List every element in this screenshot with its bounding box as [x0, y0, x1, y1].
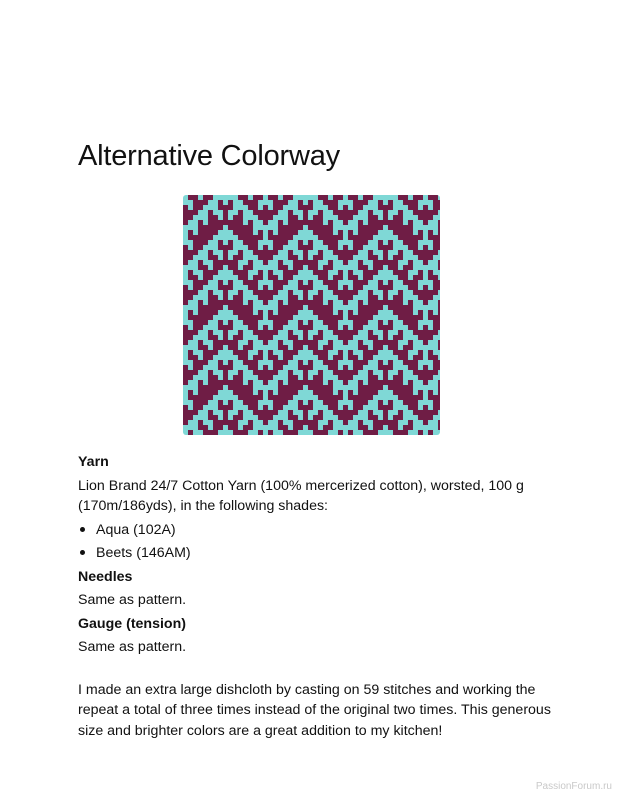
bullet-icon: [80, 550, 85, 555]
yarn-shades-list: [78, 520, 558, 564]
list-item: [78, 520, 558, 541]
watermark: PassionForum.ru: [535, 781, 612, 792]
knitted-swatch-image: [183, 195, 440, 435]
needles-heading: Needles: [78, 568, 133, 585]
materials-section: [78, 452, 558, 744]
gauge-text: Same as pattern.: [78, 639, 187, 655]
shade-label: Aqua (102A): [96, 521, 176, 538]
closing-paragraph: I made an extra large dishcloth by casting on 59 stitches and working the repeat a total of three times instead of the original two times. This generous size and brighter colors are a great addition to my kitchen!: [78, 681, 551, 739]
page-title: Alternative Colorway: [78, 140, 340, 172]
gauge-heading: Gauge (tension): [78, 615, 186, 632]
mosaic-pattern-graphic: [183, 195, 440, 435]
bullet-icon: [80, 527, 85, 532]
list-item: [78, 543, 558, 564]
shade-label: Beets (146AM): [96, 545, 191, 561]
needles-text: Same as pattern.: [78, 592, 187, 608]
yarn-description: Lion Brand 24/7 Cotton Yarn (100% mercerized cotton), worsted, 100 g (170m/186yds), in the following shades:: [78, 477, 524, 514]
yarn-heading: Yarn: [78, 454, 109, 470]
